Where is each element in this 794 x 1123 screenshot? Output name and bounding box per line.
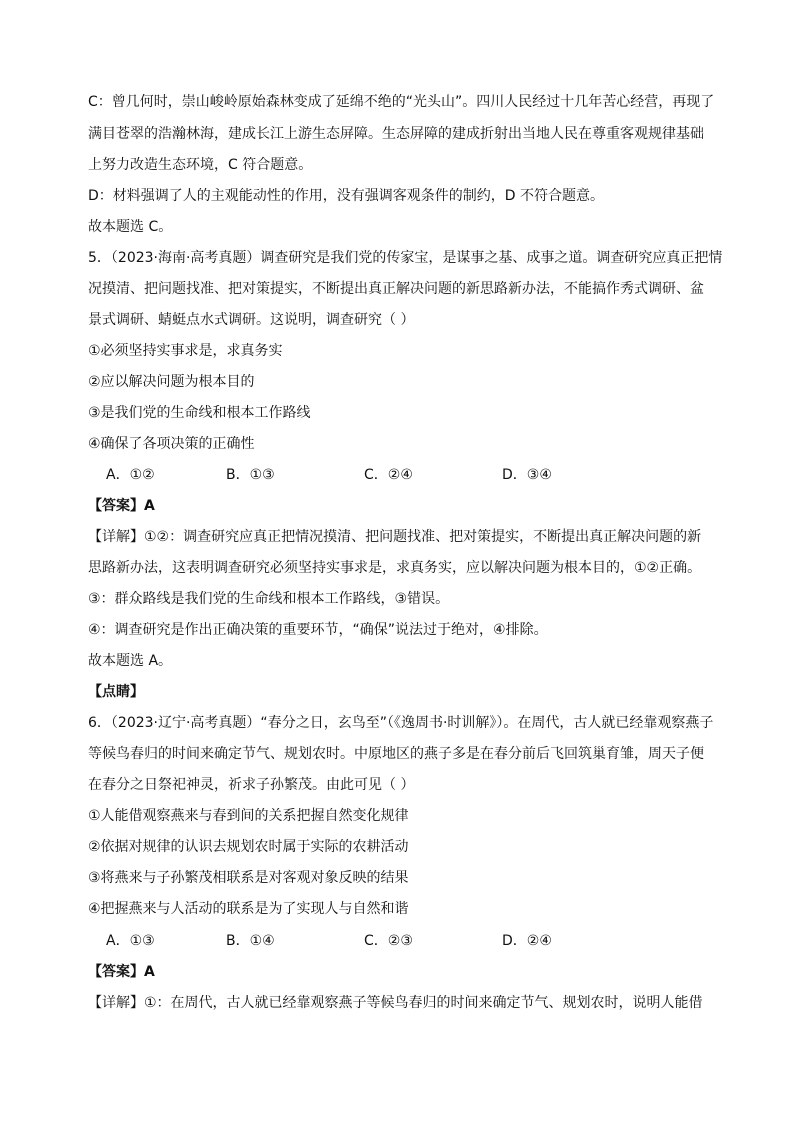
q5-detail-line-1: 【详解】①②：调查研究应真正把情况摸清、把问题找准、把对策提实，不断提出真正解决问题的新 <box>88 529 702 545</box>
q6-item-2: ②依据对规律的认识去规划农时属于实际的农耕活动 <box>88 839 409 855</box>
q5-stem-line-3: 景式调研、蜻蜓点水式调研。这说明，调查研究（ ） <box>88 312 415 328</box>
analysis-c-line-1: C：曾几何时，崇山峻岭原始森林变成了延绵不绝的“光头山”。四川人民经过十几年苦心经营，再现了 <box>88 94 715 110</box>
q5-item-3: ③是我们党的生命线和根本工作路线 <box>88 405 311 421</box>
q6-stem-line-2: 等候鸟春归的时间来确定节气、规划农时。中原地区的燕子多是在春分前后飞回筑巢育雏，周天子便 <box>88 746 704 762</box>
q5-item-4: ④确保了各项决策的正确性 <box>88 436 255 452</box>
q5-highlight: 【点睛】 <box>88 684 144 700</box>
q5-stem-line-1: 5．（2023·海南·高考真题）调查研究是我们党的传家宝，是谋事之基、成事之道。调查研究应真正把情 <box>88 250 723 266</box>
analysis-c-line-2: 满目苍翠的浩瀚林海，建成长江上游生态屏障。生态屏障的建成折射出当地人民在尊重客观规律基础 <box>88 126 704 142</box>
q5-option-b: B．①③ <box>226 467 275 483</box>
q5-conclusion: 故本题选 A。 <box>88 653 173 669</box>
q5-detail-line-3: ③：群众路线是我们党的生命线和根本工作路线，③错误。 <box>88 591 450 607</box>
q6-detail-line-1: 【详解】①：在周代，古人就已经靠观察燕子等候鸟春归的时间来确定节气、规划农时，说明人能借 <box>88 995 703 1011</box>
q6-stem-line-3: 在春分之日祭祀神灵，祈求子孙繁茂。由此可见（ ） <box>88 777 415 793</box>
q5-detail-line-4: ④：调查研究是作出正确决策的重要环节，“确保”说法过于绝对，④排除。 <box>88 622 548 638</box>
conclusion-c: 故本题选 C。 <box>88 219 173 235</box>
q6-item-1: ①人能借观察燕来与春到间的关系把握自然变化规律 <box>88 808 409 824</box>
analysis-c-line-3: 上努力改造生态环境，C 符合题意。 <box>88 157 313 173</box>
q6-stem-line-1: 6．（2023·辽宁·高考真题）“春分之日，玄鸟至”（《逸周书·时训解》）。在周代，古人就已经靠观察燕子 <box>88 715 714 731</box>
q5-option-c: C．②④ <box>364 467 413 483</box>
analysis-d-line: D：材料强调了人的主观能动性的作用，没有强调客观条件的制约，D 不符合题意。 <box>88 188 605 204</box>
q6-option-d: D．②④ <box>502 933 552 949</box>
q6-option-a: A．①③ <box>106 933 155 949</box>
q5-answer: 【答案】A <box>88 498 155 514</box>
q5-option-d: D．③④ <box>502 467 552 483</box>
q6-item-3: ③将燕来与子孙繁茂相联系是对客观对象反映的结果 <box>88 870 409 886</box>
q5-detail-line-2: 思路新办法，这表明调查研究必须坚持实事求是，求真务实，应以解决问题为根本目的，①②正确。 <box>88 560 702 576</box>
q5-item-1: ①必须坚持实事求是，求真务实 <box>88 343 283 359</box>
q6-option-c: C．②③ <box>364 933 413 949</box>
q5-option-a: A．①② <box>106 467 155 483</box>
q6-option-b: B．①④ <box>226 933 275 949</box>
q5-item-2: ②应以解决问题为根本目的 <box>88 374 255 390</box>
q6-item-4: ④把握燕来与人活动的联系是为了实现人与自然和谐 <box>88 901 409 917</box>
q5-stem-line-2: 况摸清、把问题找准、把对策提实，不断提出真正解决问题的新思路新办法，不能搞作秀式调研、盆 <box>88 281 704 297</box>
q6-answer: 【答案】A <box>88 964 155 980</box>
